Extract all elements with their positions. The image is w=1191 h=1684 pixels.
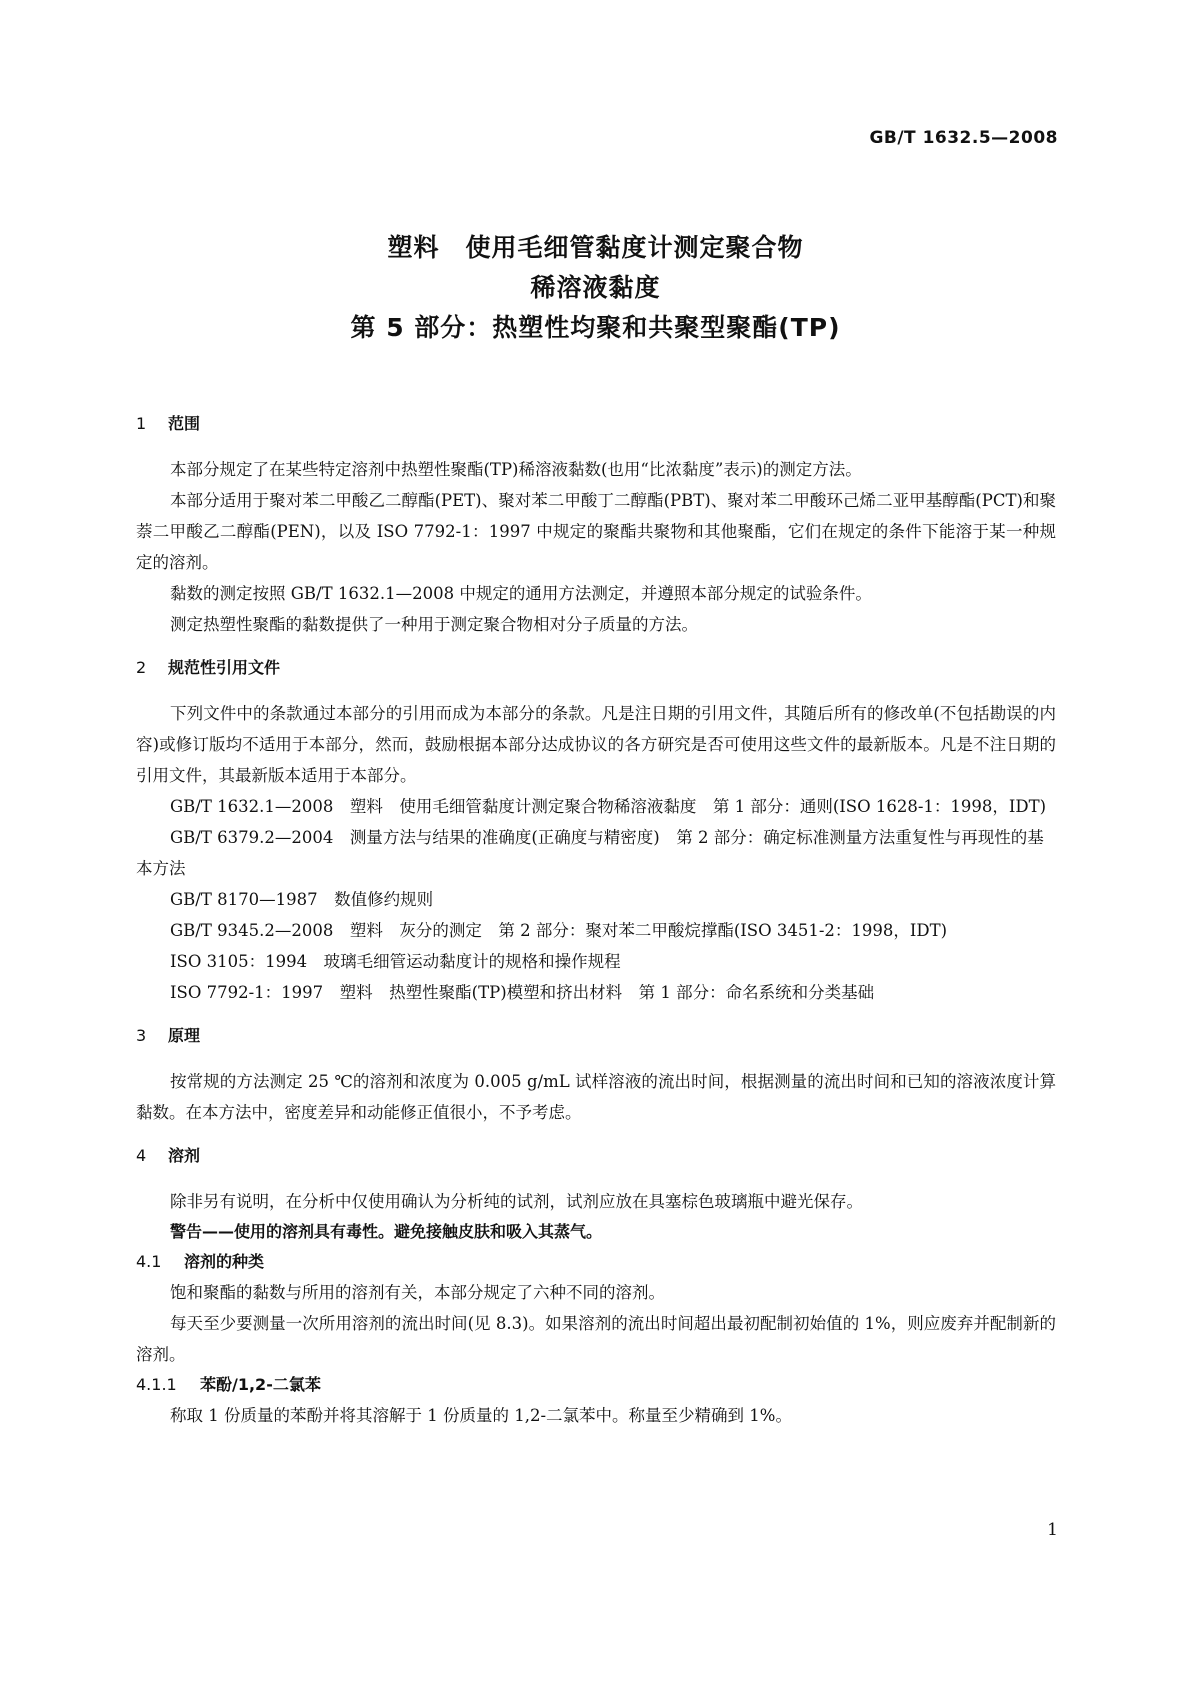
reference-item: ISO 3105：1994 玻璃毛细管运动黏度计的规格和操作规程 <box>170 952 621 971</box>
section-title: 溶剂 <box>168 1146 201 1165</box>
reference-item: GB/T 8170—1987 数值修约规则 <box>170 890 434 909</box>
title-line-2: 稀溶液黏度 <box>530 273 661 302</box>
section-number: 2 <box>136 658 147 677</box>
section-title: 范围 <box>168 414 201 433</box>
paragraph: 本部分规定了在某些特定溶剂中热塑性聚酯(TP)稀溶液黏数(也用“比浓黏度”表示)的测定方法。 <box>170 460 862 479</box>
section-title: 原理 <box>168 1026 201 1045</box>
paragraph: 称取 1 份质量的苯酚并将其溶解于 1 份质量的 1,2-二氯苯中。称量至少精确到 1%。 <box>170 1406 792 1425</box>
title-line-1: 塑料 使用毛细管黏度计测定聚合物 <box>387 233 804 262</box>
page-number: 1 <box>1047 1520 1058 1540</box>
subsection-number: 4.1 <box>136 1252 162 1271</box>
paragraph: 按常规的方法测定 25 ℃的溶剂和浓度为 0.005 g/mL 试样溶液的流出时间，根据测量的流出时间和已知的溶液浓度计算黏数。在本方法中，密度差异和动能修正值很小，不予考虑。 <box>136 1072 1056 1122</box>
paragraph: 测定热塑性聚酯的黏数提供了一种用于测定聚合物相对分子质量的方法。 <box>170 615 698 634</box>
section-heading-principle <box>136 1022 1056 1050</box>
section-number: 1 <box>136 414 147 433</box>
subsection-title: 溶剂的种类 <box>184 1252 265 1271</box>
paragraph: 黏数的测定按照 GB/T 1632.1—2008 中规定的通用方法测定，并遵照本部分规定的试验条件。 <box>170 584 872 603</box>
paragraph: 每天至少要测量一次所用溶剂的流出时间(见 8.3)。如果溶剂的流出时间超出最初配制初始值的 1%，则应废弃并配制新的溶剂。 <box>136 1314 1056 1364</box>
paragraph: 除非另有说明，在分析中仅使用确认为分析纯的试剂，试剂应放在具塞棕色玻璃瓶中避光保存。 <box>170 1192 863 1211</box>
subsection-heading-phenol-dichlorobenzene <box>136 1370 1056 1400</box>
document-body <box>136 410 1056 1431</box>
section-number: 4 <box>136 1146 147 1165</box>
reference-item: GB/T 6379.2—2004 测量方法与结果的准确度(正确度与精密度) 第 2 部分：确定标准测量方法重复性与再现性的基本方法 <box>136 828 1044 878</box>
warning-note: 警告——使用的溶剂具有毒性。避免接触皮肤和吸入其蒸气。 <box>170 1222 603 1241</box>
section-number: 3 <box>136 1026 147 1045</box>
paragraph: 下列文件中的条款通过本部分的引用而成为本部分的条款。凡是注日期的引用文件，其随后所有的修改单(不包括勘误的内容)或修订版均不适用于本部分，然而，鼓励根据本部分达成协议的各方研究是否可使用这些文件的最新版本。凡是不注日期的引用文件，其最新版本适用于本部分。 <box>136 704 1056 785</box>
subsection-title: 苯酚/1,2-二氯苯 <box>200 1375 321 1394</box>
reference-item: GB/T 1632.1—2008 塑料 使用毛细管黏度计测定聚合物稀溶液黏度 第 1 部分：通则(ISO 1628-1：1998，IDT) <box>170 797 1047 816</box>
section-heading-scope <box>136 410 1056 438</box>
subsection-heading-solvent-types <box>136 1247 1056 1277</box>
subsection-number: 4.1.1 <box>136 1375 177 1394</box>
section-title: 规范性引用文件 <box>168 658 281 677</box>
section-heading-solvents <box>136 1142 1056 1170</box>
section-heading-normative-references <box>136 654 1056 682</box>
document-title <box>0 228 1191 348</box>
paragraph: 饱和聚酯的黏数与所用的溶剂有关，本部分规定了六种不同的溶剂。 <box>170 1283 665 1302</box>
reference-item: ISO 7792-1：1997 塑料 热塑性聚酯(TP)模塑和挤出材料 第 1 部分：命名系统和分类基础 <box>170 983 875 1002</box>
reference-item: GB/T 9345.2—2008 塑料 灰分的测定 第 2 部分：聚对苯二甲酸烷撑酯(ISO 3451-2：1998，IDT) <box>170 921 948 940</box>
standard-code: GB/T 1632.5—2008 <box>869 128 1058 148</box>
paragraph: 本部分适用于聚对苯二甲酸乙二醇酯(PET)、聚对苯二甲酸丁二醇酯(PBT)、聚对苯二甲酸环己烯二亚甲基醇酯(PCT)和聚萘二甲酸乙二醇酯(PEN)，以及 ISO 7792-1：1997 中规定的聚酯共聚物和其他聚酯，它们在规定的条件下能溶于某一种规定的溶剂。 <box>136 491 1056 572</box>
title-line-3: 第 5 部分：热塑性均聚和共聚型聚酯(TP) <box>350 313 841 342</box>
